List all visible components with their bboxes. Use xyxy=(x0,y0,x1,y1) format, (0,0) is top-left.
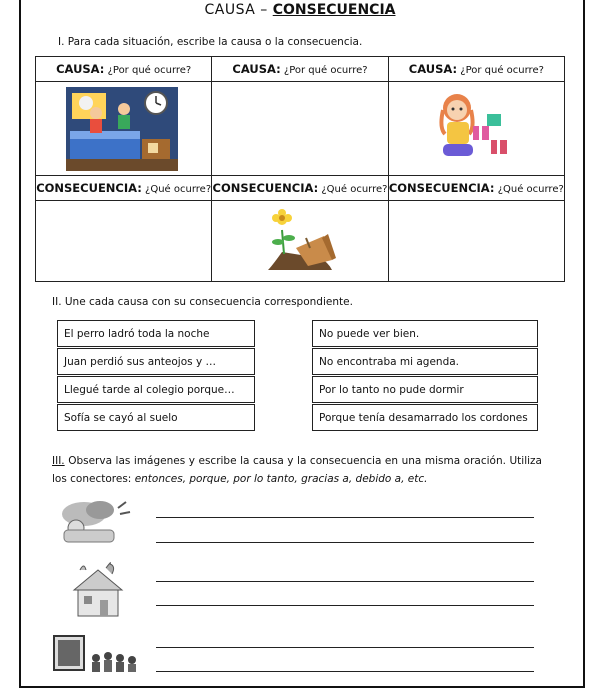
answer-line-2[interactable] xyxy=(156,542,534,543)
section-2-text: Une cada causa con su consecuencia correspondiente. xyxy=(64,296,353,308)
burning-house-illustration xyxy=(66,562,130,620)
section-3-instruction xyxy=(52,452,542,488)
title-consecuencia: CONSECUENCIA xyxy=(272,2,396,18)
kids-jumping-bed-illustration xyxy=(66,87,178,171)
answer-line-6[interactable] xyxy=(156,671,534,672)
consequence-box-3: Por lo tanto no pude dormir xyxy=(312,376,538,403)
header-consecuencia-1: CONSECUENCIA: ¿Qué ocurre? xyxy=(36,176,212,201)
title-causa: CAUSA – xyxy=(204,2,273,18)
header-consecuencia-3: CONSECUENCIA: ¿Qué ocurre? xyxy=(388,176,564,201)
header-consecuencia-2: CONSECUENCIA: ¿Qué ocurre? xyxy=(212,176,388,201)
cause-consequence-table xyxy=(35,56,565,282)
girl-with-gifts-illustration xyxy=(433,88,513,168)
answer-line-5[interactable] xyxy=(156,647,534,648)
section-3-text: Observa las imágenes y escribe la causa y la consecuencia en una misma oración. Utiliza los conectores: xyxy=(52,455,542,485)
cell-empty-2 xyxy=(36,201,212,282)
header-causa-2: CAUSA: ¿Por qué ocurre? xyxy=(212,57,388,82)
section-1-instruction xyxy=(58,36,362,48)
answer-line-3[interactable] xyxy=(156,581,534,582)
section-3-number: III. xyxy=(52,455,65,467)
cell-bedroom-image xyxy=(36,82,212,176)
cause-box-4: Sofía se cayó al suelo xyxy=(57,404,255,431)
consequence-box-1: No puede ver bien. xyxy=(312,320,538,347)
cell-empty-3 xyxy=(388,201,564,282)
cell-girl-gifts-image xyxy=(388,82,564,176)
section-1-text: Para cada situación, escribe la causa o la consecuencia. xyxy=(67,36,363,48)
section-2-number: II. xyxy=(52,296,62,308)
consequence-box-4: Porque tenía desamarrado los cordones xyxy=(312,404,538,431)
section-2-instruction xyxy=(52,296,353,308)
cell-empty-1 xyxy=(212,82,388,176)
header-causa-1: CAUSA: ¿Por qué ocurre? xyxy=(36,57,212,82)
sleeping-sun-illustration xyxy=(54,494,134,546)
cause-box-1: El perro ladró toda la noche xyxy=(57,320,255,347)
section-3-connectors: entonces, porque, por lo tanto, gracias a, debido a, etc. xyxy=(134,473,428,485)
section-1-number: I. xyxy=(58,36,65,48)
header-causa-3: CAUSA: ¿Por qué ocurre? xyxy=(388,57,564,82)
cause-box-3: Llegué tarde al colegio porque… xyxy=(57,376,255,403)
page-title xyxy=(0,2,600,18)
consequence-box-2: No encontraba mi agenda. xyxy=(312,348,538,375)
answer-line-1[interactable] xyxy=(156,517,534,518)
broken-flowerpot-illustration xyxy=(262,208,342,274)
cell-broken-pot-image xyxy=(212,201,388,282)
people-window-illustration xyxy=(52,634,144,674)
answer-line-4[interactable] xyxy=(156,605,534,606)
cause-box-2: Juan perdió sus anteojos y … xyxy=(57,348,255,375)
